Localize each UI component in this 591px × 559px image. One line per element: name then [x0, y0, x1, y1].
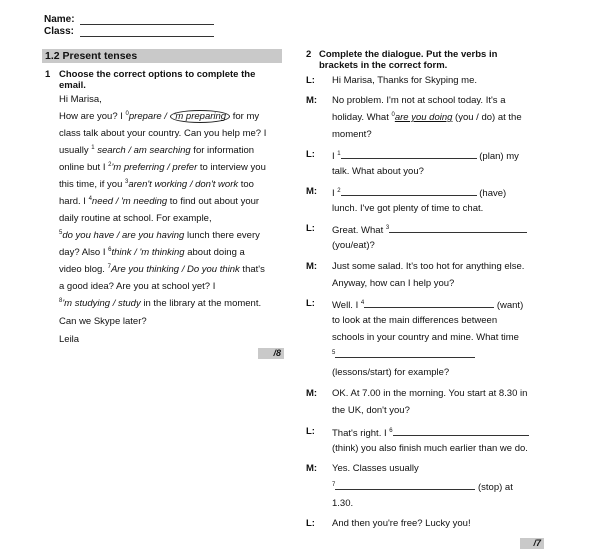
example-answer-circle: 'm preparing	[170, 110, 231, 123]
email-line-5: this time, if you $^3$aren't working / don't work too	[59, 179, 254, 190]
dialogue-line: OK. At 7.00 in the morning. You start at 8.30 in	[332, 388, 528, 399]
speaker-label: M:	[306, 261, 318, 272]
email-signoff: Leila	[59, 334, 80, 345]
speaker-label: M:	[306, 388, 318, 399]
dialogue-line: to look at the main differences between	[332, 315, 498, 326]
email-line-13: Can we Skype later?	[59, 316, 147, 327]
dialogue-line: lunch. I've got plenty of time to chat.	[332, 203, 484, 214]
option-6[interactable]: think / 'm thinking	[111, 247, 185, 258]
email-line-7: daily routine at school. For example,	[59, 213, 212, 224]
option-2[interactable]: 'm preferring / prefer	[111, 162, 198, 173]
speaker-label: L:	[306, 518, 315, 529]
email-greeting: Hi Marisa,	[59, 94, 102, 105]
exercise1-number: 1	[45, 69, 51, 80]
exercise2-instruction: Complete the dialogue. Put the verbs in brackets in the correct form.	[319, 49, 498, 71]
answer-blank-5[interactable]	[335, 348, 475, 358]
example-answer: are you doing	[394, 112, 453, 123]
dialogue-line: $^7$ (stop) at	[332, 482, 513, 493]
email-line-8: $^5$do you have / are you having lunch there every	[59, 230, 260, 241]
exercise2-score: /7	[520, 538, 544, 549]
speaker-label: L:	[306, 298, 315, 309]
email-line-6: hard. I $^4$need / 'm needing to find out about your	[59, 196, 260, 207]
answer-blank-1[interactable]	[341, 149, 477, 159]
class-label: Class:	[44, 26, 75, 37]
dialogue-line: 1.30.	[332, 498, 354, 509]
exercise1-instruction: Choose the correct options to complete the email.	[59, 69, 256, 91]
dialogue-line: Anyway, how can I help you?	[332, 278, 455, 289]
email-line-9: day? Also I $^6$think / 'm thinking about doing a	[59, 247, 245, 258]
dialogue-line: Hi Marisa, Thanks for Skyping me.	[332, 75, 478, 86]
option-7[interactable]: Are you thinking / Do you think	[110, 264, 240, 275]
answer-blank-3[interactable]	[389, 223, 527, 233]
dialogue-line: And then you're free? Lucky you!	[332, 518, 471, 529]
name-field[interactable]	[80, 15, 214, 25]
class-field[interactable]	[80, 27, 214, 37]
dialogue-line: holiday. What $^0$are you doing (you / do) at the	[332, 112, 522, 123]
option-1[interactable]: search / am searching	[94, 145, 191, 156]
email-line-10: video blog. $^7$Are you thinking / Do you think that's	[59, 264, 265, 275]
dialogue-line: schools in your country and mine. What time	[332, 332, 519, 343]
speaker-label: L:	[306, 426, 315, 437]
speaker-label: L:	[306, 149, 315, 160]
option-4[interactable]: need / 'm needing	[91, 196, 168, 207]
dialogue-line: Yes. Classes usually	[332, 463, 419, 474]
option-5[interactable]: do you have / are you having	[62, 230, 185, 241]
exercise1-score: /8	[258, 348, 284, 359]
email-line-3: usually $^1$ search / am searching for information	[59, 145, 255, 156]
answer-blank-4[interactable]	[364, 298, 494, 308]
name-label: Name:	[44, 14, 75, 25]
dialogue-line: the UK, don't you?	[332, 405, 410, 416]
exercise2-number: 2	[306, 49, 312, 60]
dialogue-line: I $^2$ (have)	[332, 188, 507, 199]
email-line-1: How are you? I $^0$prepare / 'm preparing for my	[59, 111, 260, 122]
dialogue-line: (lessons/start) for example?	[332, 367, 450, 378]
dialogue-line: I $^1$ (plan) my	[332, 151, 519, 162]
email-line-12: $^8$'m studying / study in the library at the moment.	[59, 298, 262, 309]
option-3[interactable]: aren't working / don't work	[128, 179, 239, 190]
dialogue-line: moment?	[332, 129, 372, 140]
speaker-label: M:	[306, 186, 318, 197]
answer-blank-7[interactable]	[335, 480, 475, 490]
email-line-2: class talk about your country. Can you help me? I	[59, 128, 267, 139]
speaker-label: L:	[306, 75, 315, 86]
speaker-label: M:	[306, 95, 318, 106]
answer-blank-2[interactable]	[341, 186, 477, 196]
dialogue-line: No problem. I'm not at school today. It's a	[332, 95, 506, 106]
answer-blank-6[interactable]	[393, 426, 529, 436]
dialogue-line: Great. What $^3$	[332, 223, 527, 237]
section-title: 1.2 Present tenses	[42, 49, 282, 63]
speaker-label: M:	[306, 463, 318, 474]
dialogue-line: Just some salad. It's too hot for anything else.	[332, 261, 525, 272]
dialogue-line: That's right. I $^6$	[332, 426, 529, 440]
dialogue-line: Well. I $^4$ (want)	[332, 300, 524, 311]
option-8[interactable]: 'm studying / study	[62, 298, 141, 309]
dialogue-line: (think) you also finish much earlier than we do.	[332, 443, 528, 454]
dialogue-line: talk. What about you?	[332, 166, 424, 177]
dialogue-line: (you/eat)?	[332, 240, 375, 251]
email-line-4: online but I $^2$'m preferring / prefer to interview you	[59, 162, 266, 173]
dialogue-line: 5	[332, 348, 475, 362]
email-line-11: a good idea? Are you at school yet? I	[59, 281, 216, 292]
speaker-label: L:	[306, 223, 315, 234]
